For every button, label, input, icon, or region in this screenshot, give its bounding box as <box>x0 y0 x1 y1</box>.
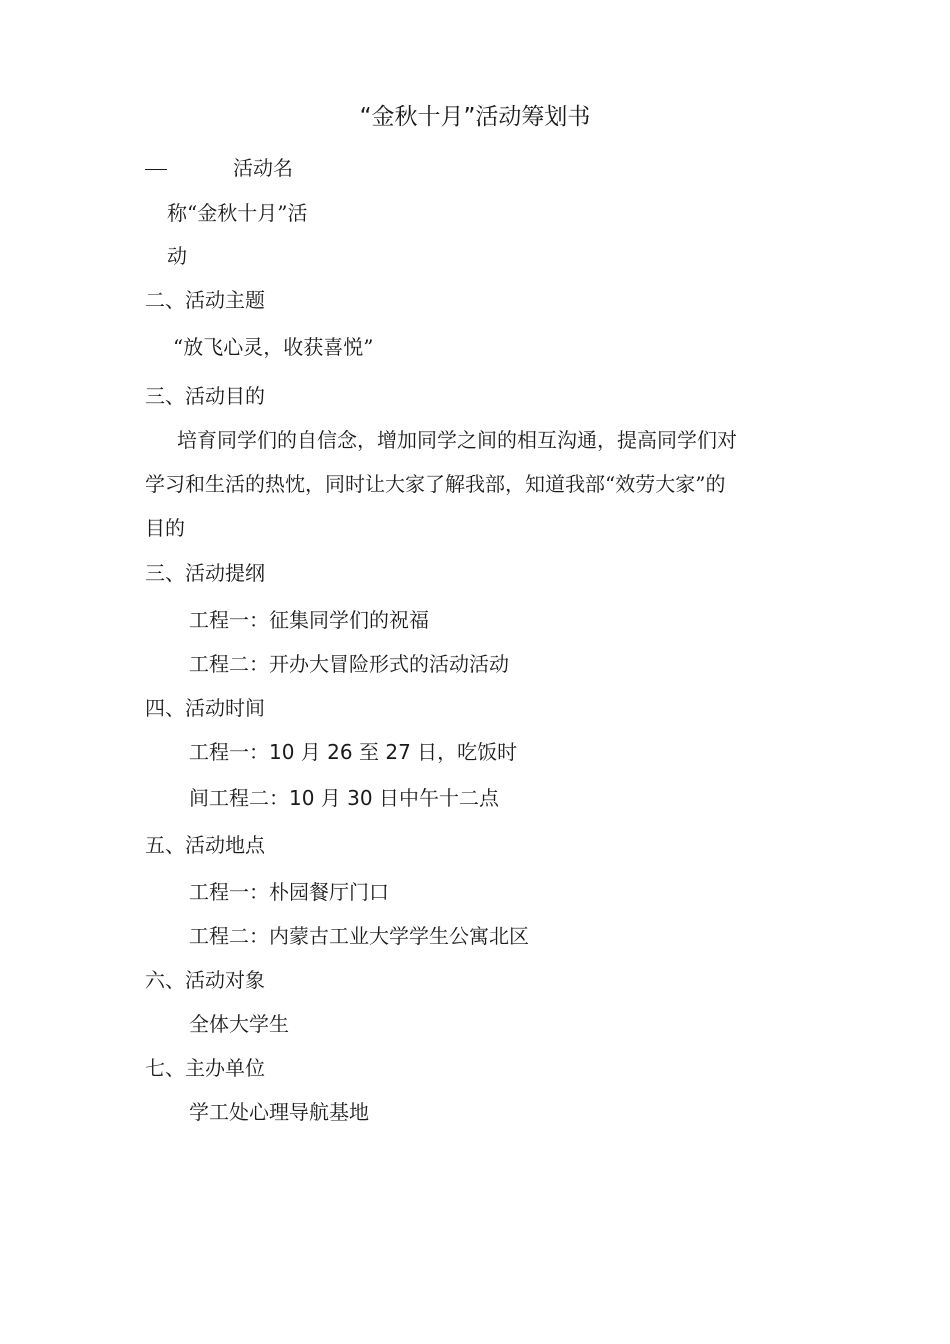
section5-item1-suffix: 日，吃饭时 <box>410 740 518 764</box>
section7-heading: 六、活动对象 <box>145 968 265 992</box>
section1-line3: 动 <box>167 244 187 268</box>
section5-item2 <box>189 783 499 813</box>
section4-heading: 三、活动提纲 <box>145 561 265 585</box>
section5-item1-prefix: 工程一： <box>189 740 269 764</box>
section8-heading: 七、主办单位 <box>145 1056 265 1080</box>
section3-body-line2: 学习和生活的热忱，同时让大家了解我部，知道我部“效劳大家”的 <box>145 472 726 496</box>
section1-line2: 称“金秋十月”活 <box>167 201 308 225</box>
section1-heading-number <box>145 169 167 170</box>
section3-body-line3: 目的 <box>145 516 185 540</box>
section1-heading-text: 活动名 <box>233 156 293 180</box>
section2-body: “放飞心灵，收获喜悦” <box>173 335 374 359</box>
section6-item1: 工程一：朴园餐厅门口 <box>189 880 389 904</box>
section4-item2: 工程二：开办大冒险形式的活动活动 <box>189 652 509 676</box>
section1-heading <box>145 153 167 183</box>
section2-heading: 二、活动主题 <box>145 288 265 312</box>
section6-item2: 工程二：内蒙古工业大学学生公寓北区 <box>189 924 529 948</box>
section8-body: 学工处心理导航基地 <box>189 1100 369 1124</box>
section7-body: 全体大学生 <box>189 1012 289 1036</box>
section5-item1-day-end: 27 <box>385 740 411 764</box>
section5-item1-sep2: 至 <box>352 740 386 764</box>
section3-body-line1: 培育同学们的自信念，增加同学之间的相互沟通，提高同学们对 <box>177 428 737 452</box>
section5-item2-month: 10 <box>289 786 315 810</box>
section5-item1-sep1: 月 <box>294 740 328 764</box>
section5-item2-suffix: 日中午十二点 <box>372 786 499 810</box>
section5-item2-day: 30 <box>347 786 373 810</box>
section5-item2-prefix: 间工程二： <box>189 786 289 810</box>
section3-heading: 三、活动目的 <box>145 384 265 408</box>
section5-item1-day-start: 26 <box>327 740 353 764</box>
document-title: “金秋十月”活动筹划书 <box>359 104 591 130</box>
section6-heading: 五、活动地点 <box>145 833 265 857</box>
section5-item2-sep1: 月 <box>314 786 348 810</box>
section5-item1 <box>189 737 517 767</box>
section5-heading: 四、活动时间 <box>145 696 265 720</box>
section4-item1: 工程一：征集同学们的祝福 <box>189 608 429 632</box>
section5-item1-month: 10 <box>269 740 295 764</box>
